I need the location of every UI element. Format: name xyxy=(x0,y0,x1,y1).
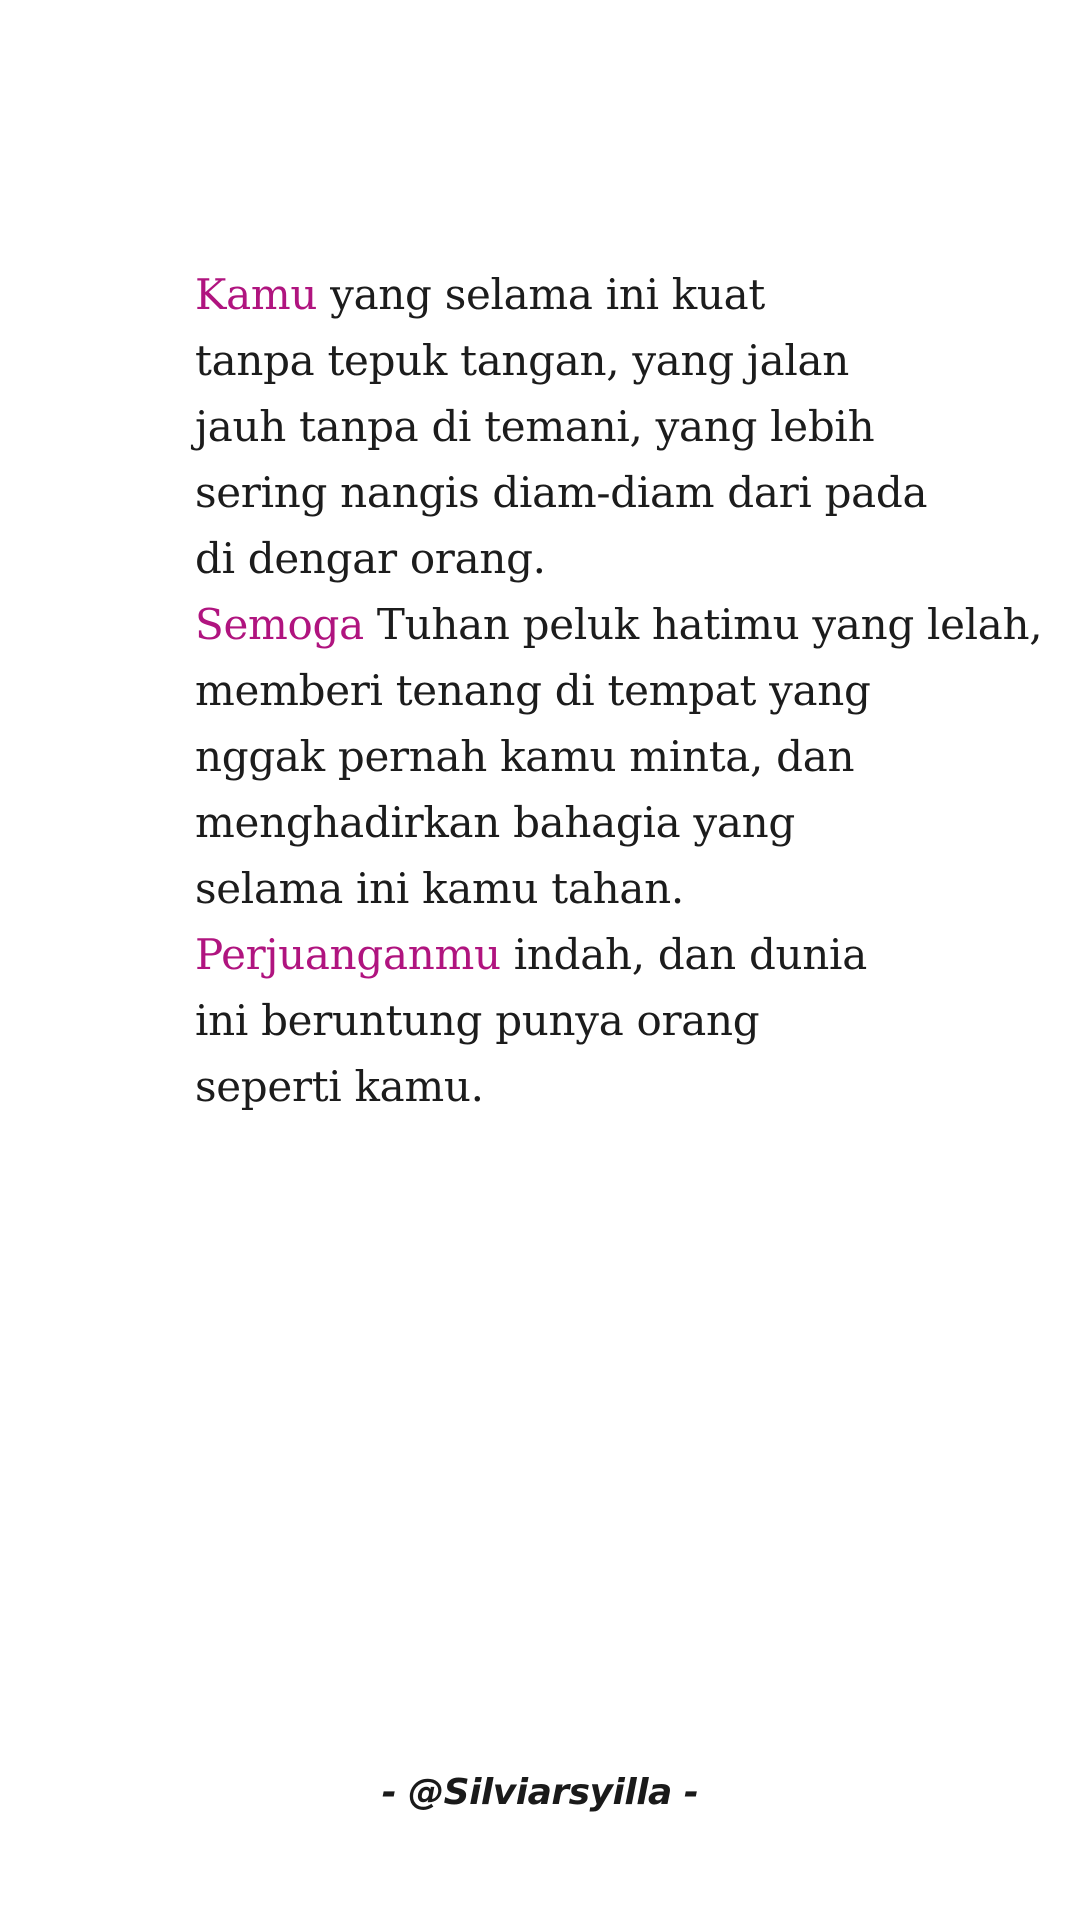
highlight-word: Kamu xyxy=(195,270,318,319)
highlight-word: Perjuanganmu xyxy=(195,930,501,979)
poem-line: tanpa tepuk tangan, yang jalan xyxy=(195,336,849,385)
poem-line: menghadirkan bahagia yang xyxy=(195,798,795,847)
poem-line: sering nangis diam-diam dari pada xyxy=(195,468,928,517)
poem-line: jauh tanpa di temani, yang lebih xyxy=(195,402,875,451)
poem-line: selama ini kamu tahan. xyxy=(195,864,684,913)
poem-line: di dengar orang. xyxy=(195,534,546,583)
poem-text xyxy=(195,262,1055,1120)
poem-line: memberi tenang di tempat yang xyxy=(195,666,871,715)
poem-line: Semoga Tuhan peluk hatimu yang lelah, xyxy=(195,600,1043,649)
poem-line: Kamu yang selama ini kuat xyxy=(195,270,765,319)
poem-line: Perjuanganmu indah, dan dunia xyxy=(195,930,867,979)
highlight-word: Semoga xyxy=(195,600,364,649)
poem-line: nggak pernah kamu minta, dan xyxy=(195,732,855,781)
poem-line: seperti kamu. xyxy=(195,1062,484,1111)
author-signature: - @Silviarsyilla - xyxy=(381,1772,699,1813)
poem-line: ini beruntung punya orang xyxy=(195,996,760,1045)
